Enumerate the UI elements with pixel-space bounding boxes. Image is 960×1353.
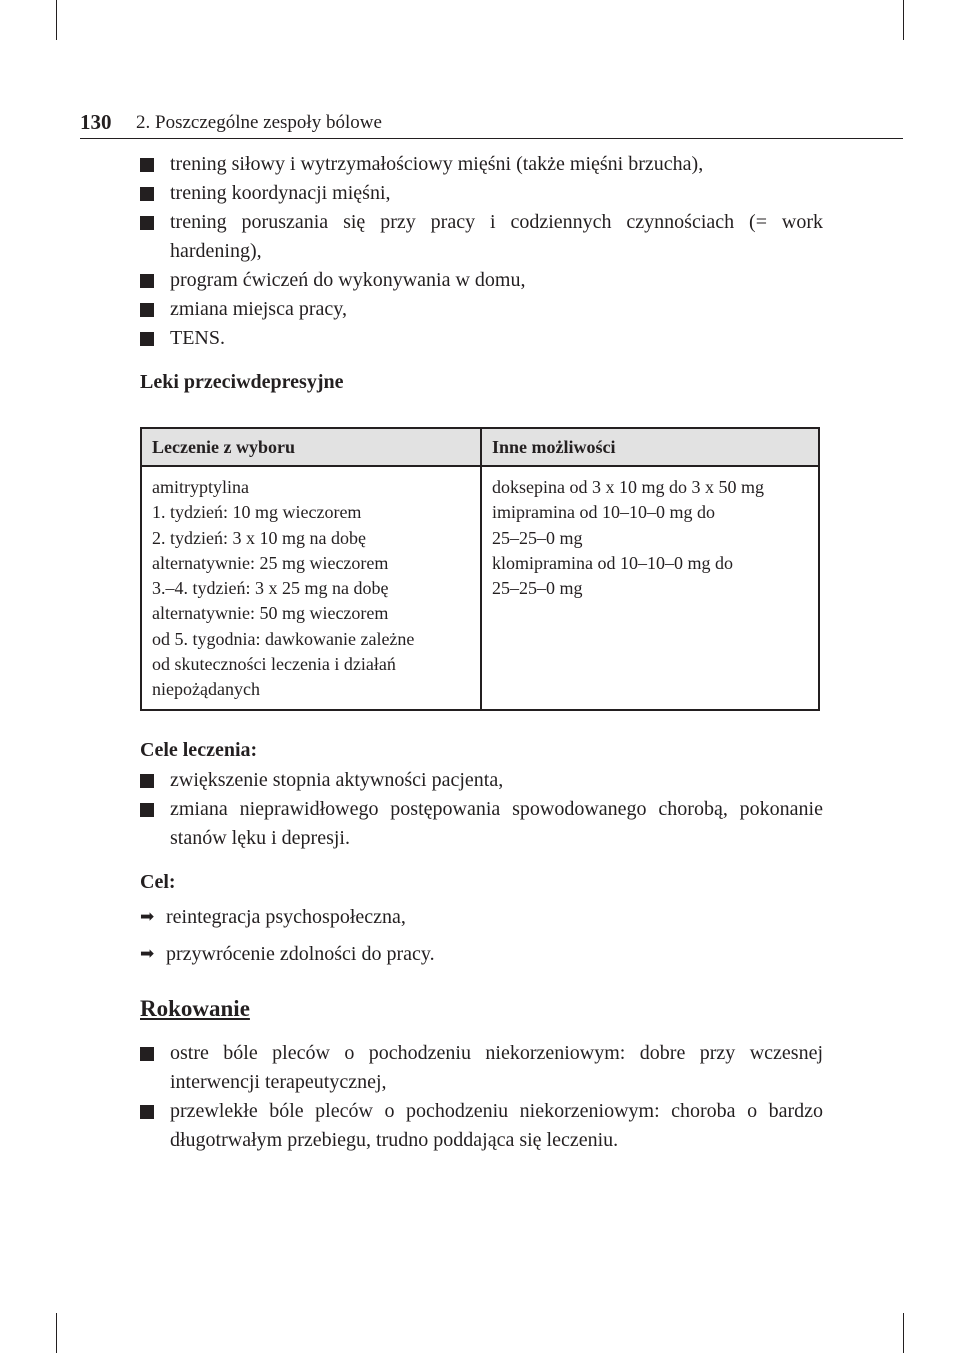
goal-list [140,899,823,973]
cell-line: alternatywnie: 50 mg wieczorem [152,603,389,624]
intro-list-block [140,150,823,353]
list-item-text: reintegracja psychospołeczna, [166,906,406,928]
list-item-text: trening poruszania się przy pracy i codziennych czynnościach (= work hardening), [170,211,823,262]
list-item-text: program ćwiczeń do wykonywania w domu, [170,269,526,291]
cell-line: klomipramina od 10–10–0 mg do [492,552,733,573]
square-bullet-icon [140,158,154,172]
crop-mark [56,0,57,40]
prognosis-block [140,1039,823,1155]
list-item-text: trening siłowy i wytrzymałościowy mięśni (także mięśni brzucha), [170,153,704,175]
list-item-text: przywrócenie zdolności do pracy. [166,943,435,965]
list-item [140,1039,823,1097]
list-item [140,324,823,353]
crop-mark [903,0,904,40]
table-cell-other-options [481,466,819,710]
page-number: 130 [80,110,112,134]
square-bullet-icon [140,274,154,288]
antidepressants-table [140,427,820,711]
square-bullet-icon [140,1047,154,1061]
square-bullet-icon [140,187,154,201]
table-cell-first-choice [141,466,481,710]
prognosis-heading: Rokowanie [140,996,250,1021]
list-item-text: zmiana miejsca pracy, [170,298,347,320]
list-item-text: trening koordynacji mięśni, [170,182,391,204]
square-bullet-icon [140,332,154,346]
right-arrow-icon: ➡ [140,907,155,927]
list-item [140,150,823,179]
square-bullet-icon [140,774,154,788]
treatment-goals-heading: Cele leczenia: [140,739,258,761]
crop-mark [56,1313,57,1353]
cell-line: doksepina od 3 x 10 mg do 3 x 50 mg [492,477,764,497]
list-item [140,208,823,266]
cell-line: 2. tydzień: 3 x 10 mg na dobę [152,527,366,548]
list-item-text: ostre bóle pleców o pochodzeniu niekorzeniowym: dobre przy wczesnej interwencji terapeutycznej, [170,1042,823,1093]
list-item [140,936,823,973]
list-item [140,179,823,208]
square-bullet-icon [140,1105,154,1119]
table-header-row [141,428,819,466]
square-bullet-icon [140,216,154,230]
right-arrow-icon: ➡ [140,944,155,964]
list-item-text: TENS. [170,327,225,349]
cell-line: 1. tydzień: 10 mg wieczorem [152,502,362,523]
running-head: 2. Poszczególne zespoły bólowe [136,112,382,133]
crop-mark [903,1313,904,1353]
page-header [80,108,903,140]
list-item-text: przewlekłe bóle pleców o pochodzeniu niekorzeniowym: choroba o bardzo długotrwałym przebiegu, trudno poddająca się leczeniu. [170,1100,823,1151]
list-item [140,766,823,795]
square-bullet-icon [140,303,154,317]
table-header-first-choice: Leczenie z wyboru [141,428,481,466]
goal-block [140,899,823,973]
treatment-goals-list [140,766,823,853]
cell-line: 25–25–0 mg [492,527,583,548]
cell-line: 3.–4. tydzień: 3 x 25 mg na dobę [152,578,389,599]
cell-line: imipramina od 10–10–0 mg do [492,502,715,523]
cell-line: niepożądanych [152,679,260,700]
list-item-text: zwiększenie stopnia aktywności pacjenta, [170,769,504,791]
cell-line: od skuteczności leczenia i działań [152,654,396,675]
list-item [140,795,823,853]
cell-line: 25–25–0 mg [492,578,583,599]
table-row [141,466,819,710]
table-header-other-options: Inne możliwości [481,428,819,466]
list-item [140,1097,823,1155]
goal-heading: Cel: [140,871,176,893]
cell-line: alternatywnie: 25 mg wieczorem [152,552,389,573]
intro-list [140,150,823,353]
list-item-text: zmiana nieprawidłowego postępowania spowodowanego chorobą, pokonanie stanów lęku i depresji. [170,798,823,849]
cell-line: amitryptylina [152,477,249,497]
square-bullet-icon [140,803,154,817]
cell-line: od 5. tygodnia: dawkowanie zależne [152,628,415,649]
list-item [140,266,823,295]
header-rule [80,138,903,139]
list-item [140,295,823,324]
antidepressants-heading: Leki przeciwdepresyjne [140,371,344,393]
treatment-goals-block [140,766,823,853]
list-item [140,899,823,936]
prognosis-list [140,1039,823,1155]
